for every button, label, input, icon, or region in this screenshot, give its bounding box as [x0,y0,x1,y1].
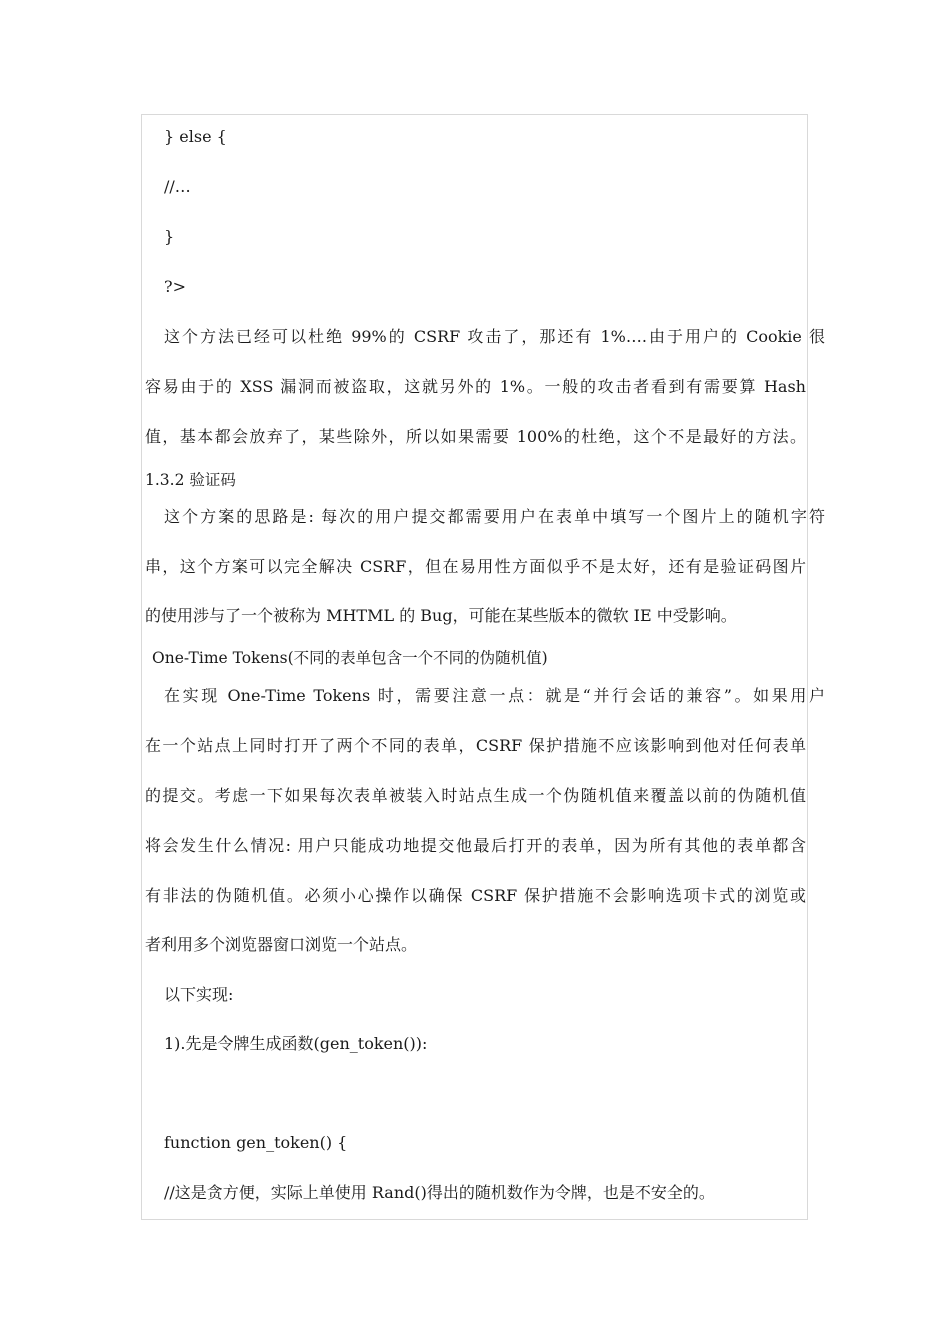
paragraph-line: 1).先是令牌生成函数(gen_token()): [164,1034,428,1053]
paragraph-line: 这个方法已经可以杜绝 99%的 CSRF 攻击了，那还有 1%….由于用户的 Cookie 很 [164,327,825,346]
paragraph-line: 容易由于的 XSS 漏洞而被盗取，这就另外的 1%。一般的攻击者看到有需要算 Hash [145,377,806,396]
paragraph-line: 将会发生什么情况: 用户只能成功地提交他最后打开的表单，因为所有其他的表单都含 [145,836,806,855]
code-line-comment: //这是贪方便，实际上单使用 Rand()得出的随机数作为令牌，也是不安全的。 [164,1183,715,1202]
paragraph-line: 在实现 One-Time Tokens 时，需要注意一点：就是“并行会话的兼容”。如果用户 [164,686,825,705]
code-line-else: } else { [164,127,227,146]
code-line-close-brace: } [164,227,175,246]
code-line-function: function gen_token() { [164,1133,348,1152]
paragraph-line: 有非法的伪随机值。必须小心操作以确保 CSRF 保护措施不会影响选项卡式的浏览或 [145,886,806,905]
paragraph-line: 以下实现: [164,985,234,1004]
subsection-heading: One-Time Tokens(不同的表单包含一个不同的伪随机值) [152,649,548,667]
paragraph-line: 的提交。考虑一下如果每次表单被装入时站点生成一个伪随机值来覆盖以前的伪随机值 [145,786,806,805]
code-line-php-end: ?> [164,277,186,296]
paragraph-line: 的使用涉与了一个被称为 MHTML 的 Bug，可能在某些版本的微软 IE 中受影响。 [145,606,737,625]
paragraph-line: 在一个站点上同时打开了两个不同的表单，CSRF 保护措施不应该影响到他对任何表单 [145,736,806,755]
code-line-comment: //… [164,177,191,196]
paragraph-line: 串，这个方案可以完全解决 CSRF，但在易用性方面似乎不是太好，还有是验证码图片 [145,557,806,576]
paragraph-line: 者利用多个浏览器窗口浏览一个站点。 [145,935,418,954]
paragraph-line: 这个方案的思路是: 每次的用户提交都需要用户在表单中填写一个图片上的随机字符 [164,507,825,526]
section-heading: 1.3.2 验证码 [145,471,236,489]
paragraph-line: 值，基本都会放弃了，某些除外，所以如果需要 100%的杜绝，这个不是最好的方法。 [145,427,806,446]
